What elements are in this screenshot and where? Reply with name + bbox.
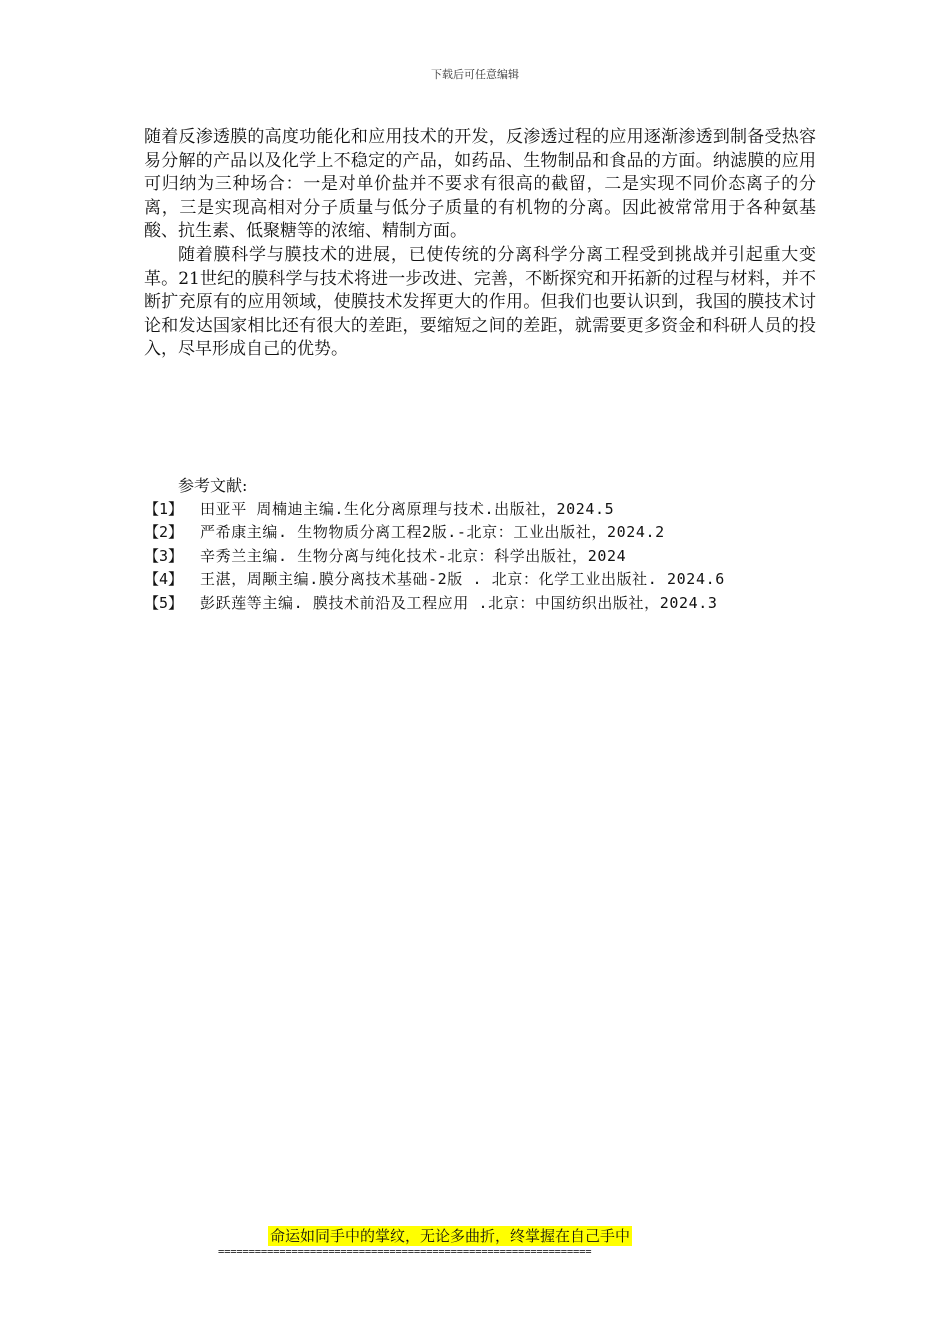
reference-number: 【1】 [144, 499, 184, 518]
references-section [144, 474, 816, 615]
paragraph-1: 随着反渗透膜的高度功能化和应用技术的开发，反渗透过程的应用逐渐渗透到制备受热容易分解的产品以及化学上不稳定的产品，如药品、生物制品和食品的方面。纳滤膜的应用可归纳为三种场合：一是对单价盐并不要求有很高的截留，二是实现不同价态离子的分离，三是实现高相对分子质量与低分子质量的有机物的分离。因此被常常用于各种氨基酸、抗生素、低聚糖等的浓缩、精制方面。 [144, 127, 816, 242]
paragraph-2: 随着膜科学与膜技术的进展，已使传统的分离科学分离工程受到挑战并引起重大变革。21世纪的膜科学与技术将进一步改进、完善，不断探究和开拓新的过程与材料，并不断扩充原有的应用领域，使膜技术发挥更大的作用。但我们也要认识到，我国的膜技术讨论和发达国家相比还有很大的差距，要缩短之间的差距，就需要更多资金和科研人员的投入，尽早形成自己的优势。 [144, 244, 816, 360]
reference-number: 【5】 [144, 593, 184, 612]
reference-text: 田亚平 周楠迪主编.生化分离原理与技术.出版社，2024.5 [200, 499, 615, 518]
reference-number: 【4】 [144, 570, 184, 588]
page-header: 下载后可任意编辑 [431, 68, 519, 81]
reference-item [144, 545, 816, 569]
footer-quote: 命运如同手中的掌纹，无论多曲折，终掌握在自己手中 [270, 1227, 631, 1245]
body-text [144, 126, 816, 362]
reference-item [144, 521, 816, 545]
reference-number: 【2】 [144, 523, 184, 541]
reference-text: 严希康主编. 生物物质分离工程2版.-北京：工业出版社，2024.2 [200, 523, 665, 541]
footer-rule: ============================================================= [218, 1246, 592, 1258]
reference-text: 彭跃莲等主编. 膜技术前沿及工程应用 .北京：中国纺织出版社，2024.3 [200, 593, 718, 612]
reference-item [144, 498, 816, 522]
references-title: 参考文献: [178, 476, 248, 495]
reference-item [144, 568, 816, 592]
reference-text: 王湛，周颙主编.膜分离技术基础-2版 . 北京：化学工业出版社. 2024.6 [200, 570, 725, 588]
reference-number: 【3】 [144, 546, 184, 565]
reference-item [144, 592, 816, 616]
reference-text: 辛秀兰主编. 生物分离与纯化技术-北京：科学出版社，2024 [200, 546, 627, 565]
